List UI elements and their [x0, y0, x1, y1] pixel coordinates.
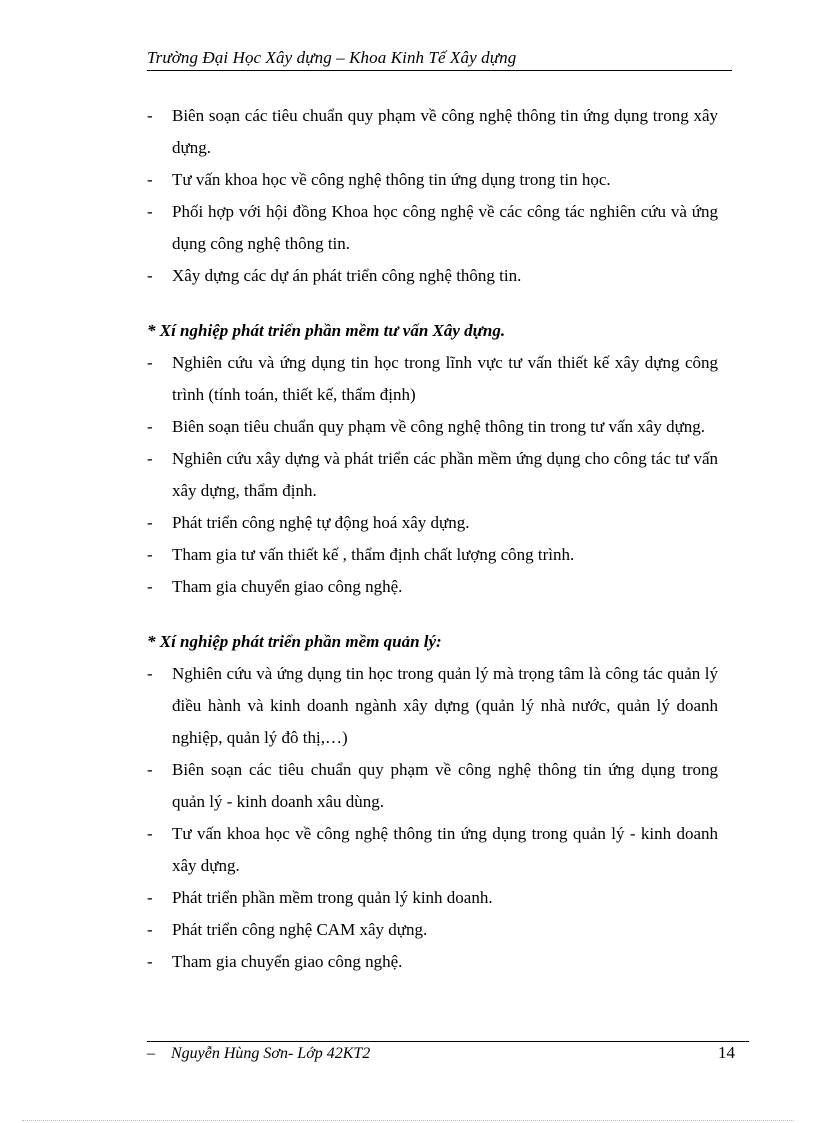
section-heading: * Xí nghiệp phát triển phần mềm tư vấn Xây dựng. — [147, 321, 506, 340]
list-item-text: Tham gia chuyển giao công nghệ. — [172, 952, 403, 971]
section-heading: * Xí nghiệp phát triển phần mềm quản lý: — [147, 632, 442, 651]
list-item-text: Biên soạn tiêu chuẩn quy phạm về công nghệ thông tin trong tư vấn xây dựng. — [172, 417, 706, 436]
list-item — [147, 443, 718, 507]
list-item-text: Nghiên cứu và ứng dụng tin học trong lĩnh vực tư vấn thiết kế xây dựng công trình (tính toán, thiết kế, thẩm định) — [172, 353, 718, 404]
bullet-dash: - — [147, 266, 153, 285]
bullet-dash: - — [147, 664, 153, 683]
footer-author-text: Nguyễn Hùng Sơn- Lớp 42KT2 — [171, 1045, 371, 1062]
list-item — [147, 260, 718, 292]
header-title: Trường Đại Học Xây dựng – Khoa Kinh Tế Xây dựng — [147, 48, 517, 67]
bullet-dash: - — [147, 202, 153, 221]
list-item — [147, 539, 718, 571]
bullet-dash: - — [147, 545, 153, 564]
page-number: 14 — [718, 1043, 735, 1062]
list-item — [147, 818, 718, 882]
list-item — [147, 946, 718, 978]
footer-author — [147, 1045, 370, 1063]
list-item-text: Phối hợp với hội đồng Khoa học công nghệ về các công tác nghiên cứu và ứng dụng công nghệ thông tin. — [172, 202, 718, 253]
bullet-dash: - — [147, 353, 153, 372]
list-item-text: Tham gia tư vấn thiết kế , thẩm định chất lượng công trình. — [172, 545, 575, 564]
list-item — [147, 100, 718, 164]
page-header — [147, 48, 732, 71]
list-item-text: Biên soạn các tiêu chuẩn quy phạm về công nghệ thông tin ứng dụng trong xây dựng. — [172, 106, 718, 157]
list-item-text: Phát triển công nghệ tự động hoá xây dựng. — [172, 513, 470, 532]
section-it-services — [147, 100, 718, 292]
bullet-dash: - — [147, 920, 153, 939]
list-item-text: Phát triển phần mềm trong quản lý kinh doanh. — [172, 888, 493, 907]
bullet-dash: - — [147, 449, 153, 468]
bullet-dash: - — [147, 106, 153, 125]
list-item — [147, 411, 718, 443]
list-item — [147, 914, 718, 946]
bullet-dash: - — [147, 888, 153, 907]
footer-dash: – — [147, 1045, 155, 1062]
bullet-dash: - — [147, 170, 153, 189]
footer-divider — [147, 1041, 749, 1042]
section-consulting-software — [147, 315, 718, 603]
list-item — [147, 196, 718, 260]
section-management-software — [147, 626, 718, 978]
list-item-text: Tư vấn khoa học về công nghệ thông tin ứng dụng trong tin học. — [172, 170, 611, 189]
list-item-text: Tham gia chuyển giao công nghệ. — [172, 577, 403, 596]
bullet-dash: - — [147, 577, 153, 596]
list-item — [147, 882, 718, 914]
bullet-dash: - — [147, 760, 153, 779]
list-item — [147, 658, 718, 754]
list-item-text: Nghiên cứu và ứng dụng tin học trong quản lý mà trọng tâm là công tác quản lý điều hành và kinh doanh ngành xây dựng (quản lý nhà nước, quản lý doanh nghiệp, quản lý đô thị,…) — [172, 664, 718, 747]
page-bottom-border — [22, 1120, 794, 1121]
list-item-text: Biên soạn các tiêu chuẩn quy phạm về công nghệ thông tin ứng dụng trong quản lý - kinh doanh xâu dùng. — [172, 760, 718, 811]
list-item — [147, 164, 718, 196]
bullet-dash: - — [147, 824, 153, 843]
list-item — [147, 571, 718, 603]
list-item-text: Phát triển công nghệ CAM xây dựng. — [172, 920, 428, 939]
list-item — [147, 347, 718, 411]
bullet-dash: - — [147, 952, 153, 971]
list-item-text: Tư vấn khoa học về công nghệ thông tin ứng dụng trong quản lý - kinh doanh xây dựng. — [172, 824, 718, 875]
list-item — [147, 754, 718, 818]
page-content — [147, 100, 718, 978]
list-item-text: Nghiên cứu xây dựng và phát triển các phần mềm ứng dụng cho công tác tư vấn xây dựng, thẩm định. — [172, 449, 718, 500]
bullet-dash: - — [147, 417, 153, 436]
list-item — [147, 507, 718, 539]
bullet-dash: - — [147, 513, 153, 532]
list-item-text: Xây dựng các dự án phát triển công nghệ thông tin. — [172, 266, 522, 285]
